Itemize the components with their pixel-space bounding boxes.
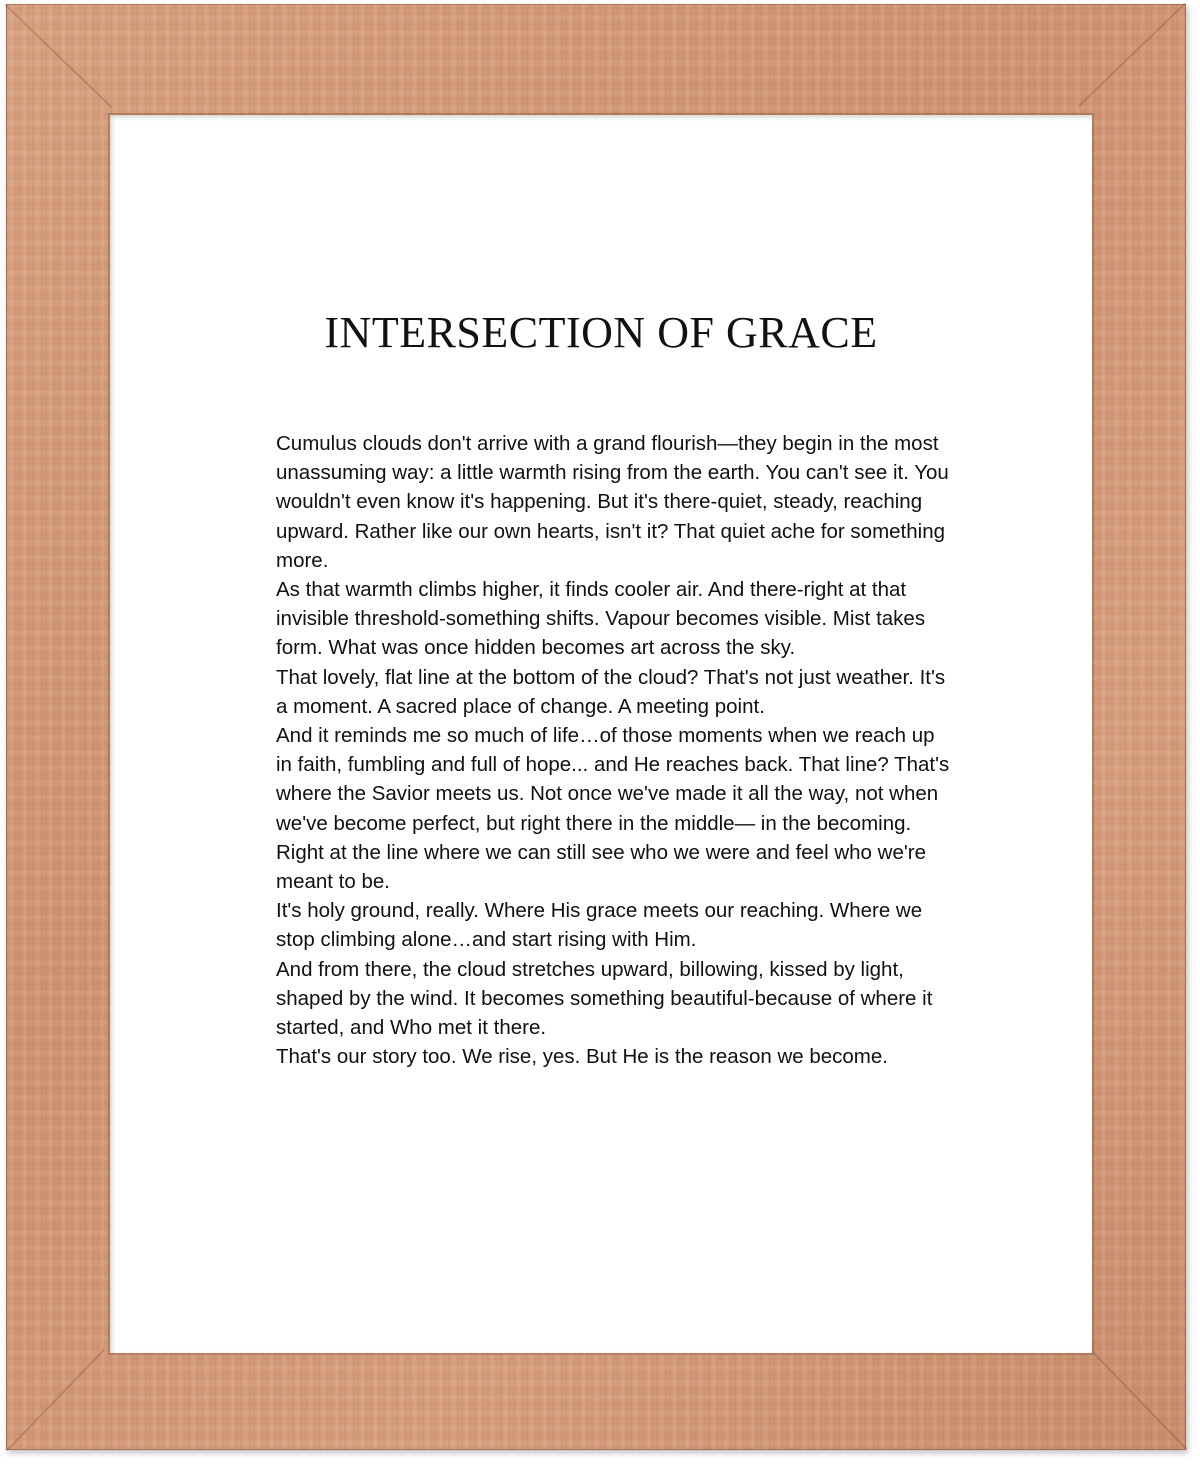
poem-paragraph: As that warmth climbs higher, it finds cooler air. And there-right at that invisible threshold-something shifts. Vapour becomes visible. Mist takes form. What was once hidden becomes art across the sky. — [276, 578, 926, 660]
poem-paragraph: Cumulus clouds don't arrive with a grand flourish—they begin in the most unassuming way: a little warmth rising from the earth. You can't see it. You wouldn't even know it's happening. But it's there-quiet, steady, reaching upward. Rather like our own hearts, isn't it? That quiet ache for something more. — [276, 432, 949, 572]
print-mat — [110, 115, 1092, 1353]
frame-corner-bottom-right — [1089, 1348, 1188, 1450]
poem-paragraph: It's holy ground, really. Where His grace meets our reaching. Where we stop climbing alone…and start rising with Him. — [276, 899, 923, 952]
frame-corner-bottom-left — [6, 1349, 105, 1451]
poem-paragraph: And from there, the cloud stretches upward, billowing, kissed by light, shaped by the wind. It becomes something beautiful-because of where it started, and Who met it there. — [276, 957, 933, 1040]
poem-paragraph: That's our story too. We rise, yes. But He is the reason we become. — [276, 1045, 888, 1069]
frame-corner-top-left — [5, 4, 113, 108]
frame-corner-top-right — [1078, 3, 1186, 107]
poem-paragraph: That lovely, flat line at the bottom of the cloud? That's not just weather. It's a moment. A sacred place of change. A meeting point. — [276, 665, 946, 718]
poem-title: INTERSECTION OF GRACE — [324, 308, 878, 357]
poem-paragraph: And it reminds me so much of life…of those moments when we reach up in faith, fumbling and full of hope... and He reaches back. That line? That's where the Savior meets us. Not once we've made it all the way, not when we've become perfect, but right there in the middle— in the becoming. Right at the line where we can still see who we were and feel who we're meant to be. — [276, 724, 950, 894]
poem-body — [276, 429, 956, 1071]
picture-frame — [6, 4, 1186, 1450]
